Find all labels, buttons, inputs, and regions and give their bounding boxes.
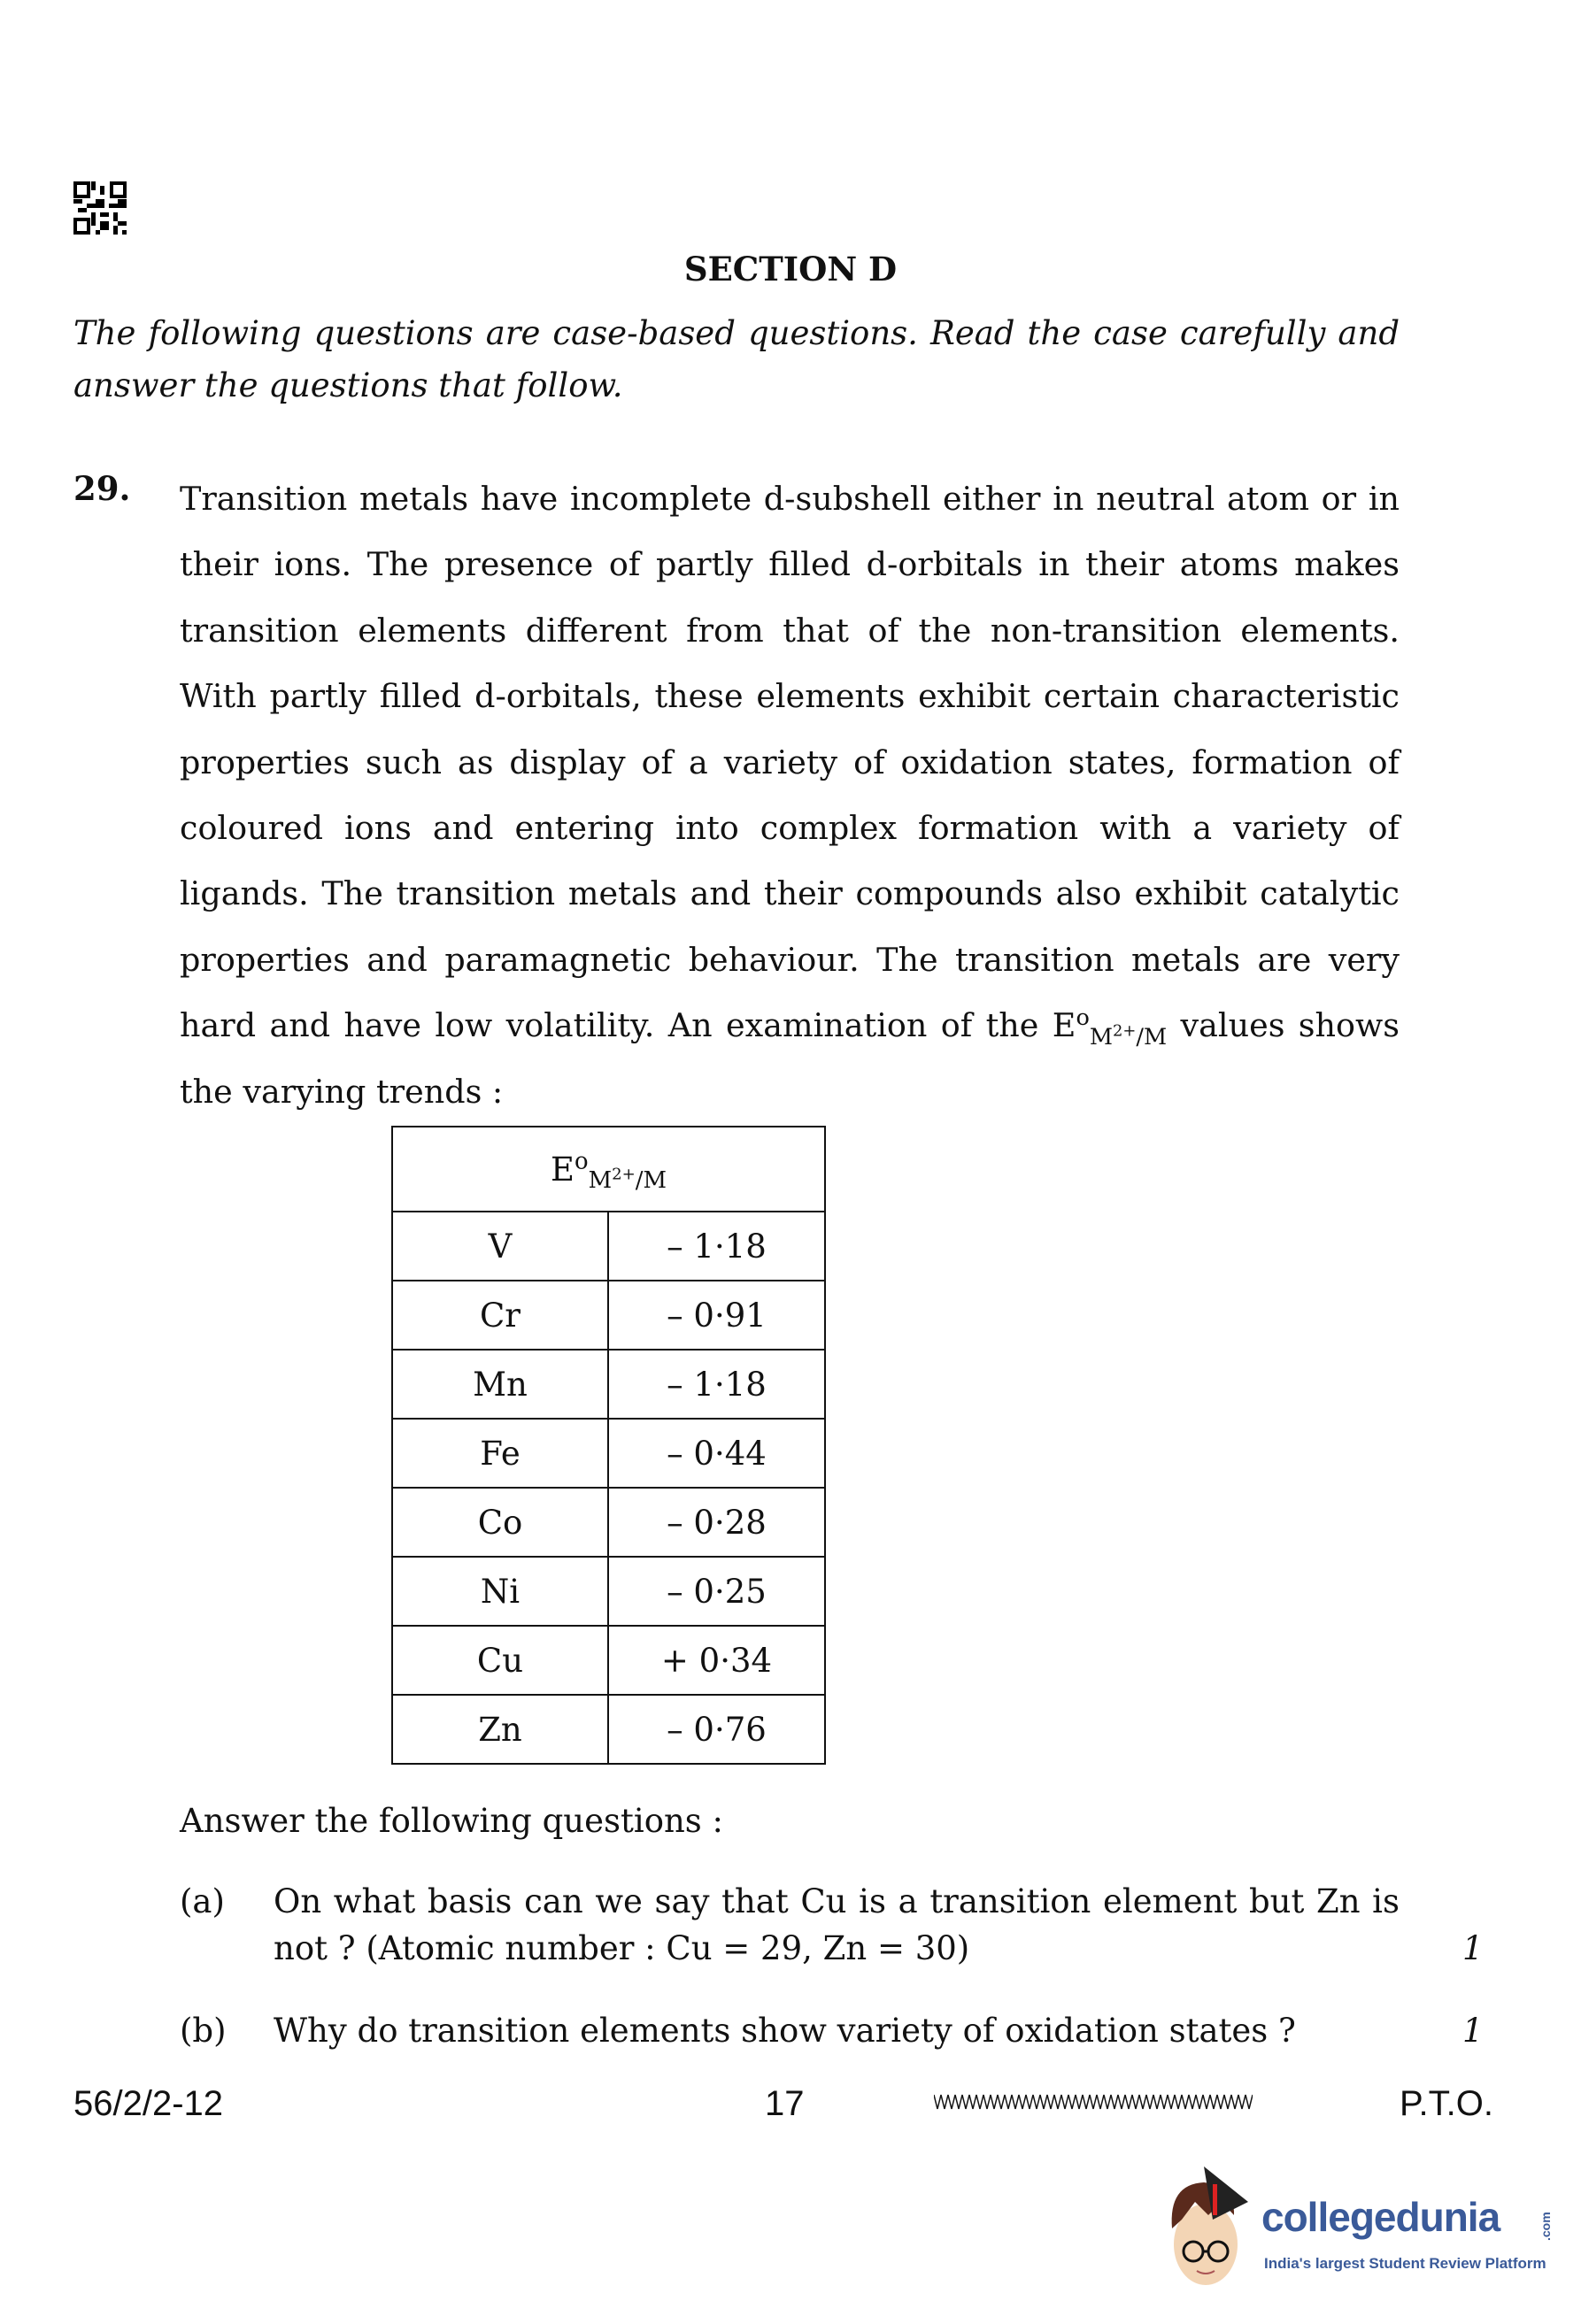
table-row [392, 1557, 825, 1626]
subquestion-b-marks: 1 [1462, 2012, 1484, 2050]
value-cell: – 0·28 [608, 1488, 825, 1557]
subquestion-a-marks: 1 [1462, 1929, 1484, 1967]
value-cell: – 1·18 [608, 1350, 825, 1419]
subquestion-b-line-1: Why do transition elements show variety of oxidation states ? [274, 2012, 1296, 2050]
value-cell: – 0·44 [608, 1419, 825, 1488]
question-number: 29. [73, 469, 131, 508]
passage-text: Transition metals have incomplete d-subshell either in neutral atom or in their ions. The presence of partly filled d-orbitals in their atoms makes transition elements different from that of the non-transition elements. With partly filled d-orbitals, these elements exhibit certain characteristic properties such as display of a variety of oxidation states, formation of coloured ions and entering into complex formation with a variety of ligands. The transition metals and their compounds also exhibit catalytic properties and paramagnetic behaviour. The transition metals are very hard and have low volatility. An examination of the [180, 480, 1400, 1045]
subquestion-b-label: (b) [180, 2012, 227, 2050]
element-cell: Cr [392, 1281, 608, 1350]
paper-code: 56/2/2-12 [73, 2084, 224, 2123]
subquestion-a-label: (a) [180, 1882, 225, 1920]
table-row [392, 1212, 825, 1281]
table-row [392, 1350, 825, 1419]
subquestion-a-line-2: not ? (Atomic number : Cu = 29, Zn = 30) [274, 1929, 970, 1967]
value-cell: + 0·34 [608, 1626, 825, 1695]
element-cell: Ni [392, 1557, 608, 1626]
collegedunia-logo-domain: .com [1539, 2212, 1553, 2241]
value-cell: – 1·18 [608, 1212, 825, 1281]
subquestion-a-line-1: On what basis can we say that Cu is a transition element but Zn is [274, 1882, 1400, 1920]
value-cell: – 0·25 [608, 1557, 825, 1626]
please-turn-over: P.T.O. [1400, 2084, 1493, 2123]
table-row [392, 1419, 825, 1488]
zigzag-divider-icon [934, 2093, 1253, 2111]
intro-line-1: The following questions are case-based questions. Read the case carefully and [73, 314, 1400, 352]
table-row [392, 1626, 825, 1695]
table-header: $E^o_{M^{2+}/M}$ [392, 1127, 825, 1212]
intro-line-2: answer the questions that follow. [73, 366, 623, 404]
electrode-potential-table [391, 1126, 826, 1765]
qr-code-icon [73, 181, 127, 235]
answer-prompt: Answer the following questions : [180, 1802, 724, 1840]
collegedunia-mascot-icon [1160, 2166, 1257, 2290]
table-row [392, 1281, 825, 1350]
value-cell: – 0·91 [608, 1281, 825, 1350]
section-title: SECTION D [683, 250, 898, 289]
passage-text-end: values shows the varying trends : [180, 1006, 1400, 1111]
question-passage [180, 466, 1400, 1125]
element-cell: Zn [392, 1695, 608, 1764]
element-cell: V [392, 1212, 608, 1281]
value-cell: – 0·76 [608, 1695, 825, 1764]
electrode-potential-symbol: $E^o_{M^{2+}/M}$ [1052, 1004, 1168, 1050]
element-cell: Co [392, 1488, 608, 1557]
table-row [392, 1488, 825, 1557]
logo-tagline: India's largest Student Review Platform [1264, 2255, 1546, 2272]
element-cell: Mn [392, 1350, 608, 1419]
table-row [392, 1695, 825, 1764]
collegedunia-logo-text: collegedunia [1261, 2194, 1500, 2240]
element-cell: Cu [392, 1626, 608, 1695]
page-number: 17 [765, 2084, 805, 2123]
element-cell: Fe [392, 1419, 608, 1488]
